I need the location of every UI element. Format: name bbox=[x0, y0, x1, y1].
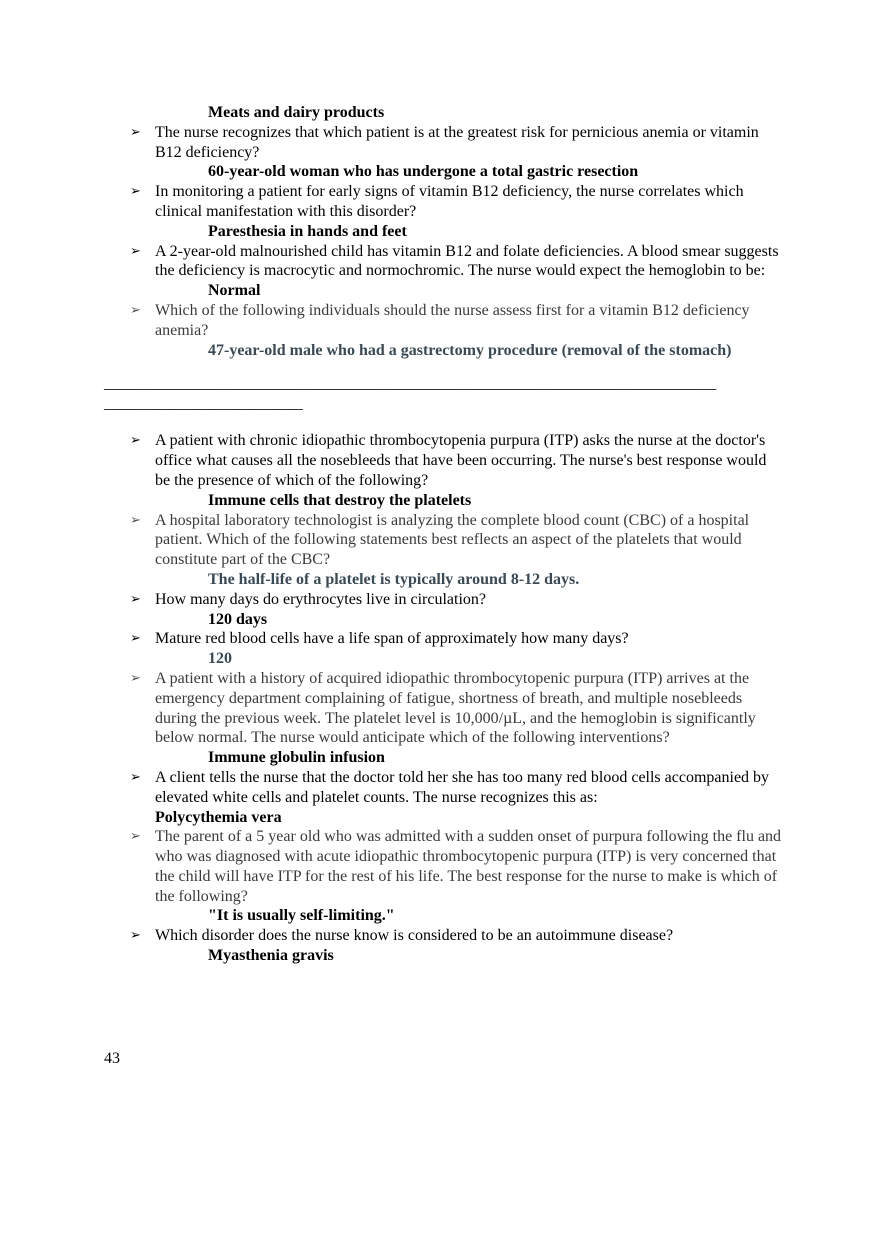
arrow-bullet-icon: ➢ bbox=[130, 124, 141, 140]
arrow-bullet-icon: ➢ bbox=[130, 512, 141, 528]
divider-line: _____________________________________________________________________________ bbox=[104, 375, 717, 393]
arrow-bullet-icon: ➢ bbox=[130, 829, 141, 845]
answer-text: Myasthenia gravis bbox=[208, 947, 334, 965]
question-text: The nurse recognizes that which patient is at the greatest risk for pernicious anemia or vitamin B12 deficiency? bbox=[155, 123, 759, 161]
answer-text: 120 bbox=[208, 650, 232, 668]
question-item bbox=[104, 242, 784, 282]
question-text: In monitoring a patient for early signs of vitamin B12 deficiency, the nurse correlates which clinical manifestation with this disorder? bbox=[155, 183, 744, 220]
question-text: A hospital laboratory technologist is analyzing the complete blood count (CBC) of a hospital patient. Which of the following statements best reflects an aspect of the platelets that would constitute part of the CBC? bbox=[155, 511, 750, 569]
answer-text: Paresthesia in hands and feet bbox=[208, 222, 407, 240]
question-item bbox=[104, 123, 784, 163]
question-item bbox=[104, 629, 784, 649]
arrow-bullet-icon: ➢ bbox=[130, 591, 141, 607]
arrow-bullet-icon: ➢ bbox=[130, 243, 141, 259]
question-text: Mature red blood cells have a life span of approximately how many days? bbox=[155, 630, 629, 648]
arrow-bullet-icon: ➢ bbox=[130, 631, 141, 647]
question-item bbox=[104, 827, 784, 906]
page-content bbox=[104, 103, 784, 966]
answer-text: 47-year-old male who had a gastrectomy procedure (removal of the stomach) bbox=[208, 341, 732, 359]
answer-text: "It is usually self-limiting." bbox=[208, 907, 395, 925]
arrow-bullet-icon: ➢ bbox=[130, 433, 141, 449]
question-text: How many days do erythrocytes live in circulation? bbox=[155, 590, 487, 608]
arrow-bullet-icon: ➢ bbox=[130, 670, 141, 686]
answer-text: Immune globulin infusion bbox=[208, 749, 385, 767]
question-item bbox=[104, 590, 784, 610]
question-text: A client tells the nurse that the doctor told her she has too many red blood cells accompanied by elevated white cells and platelet counts. The nurse recognizes this as: bbox=[155, 768, 770, 806]
section-divider bbox=[104, 374, 784, 414]
spacer bbox=[104, 414, 784, 431]
answer-text: The half-life of a platelet is typically around 8-12 days. bbox=[208, 570, 580, 588]
question-item bbox=[104, 669, 784, 748]
question-text: A patient with a history of acquired idiopathic thrombocytopenic purpura (ITP) arrives at the emergency department complaining of fatigue, shortness of breath, and multiple nosebleeds during the previous week. The platelet level is 10,000/µL, and the hemoglobin is significantly below normal. The nurse would anticipate which of the following interventions? bbox=[155, 669, 756, 747]
question-text: The parent of a 5 year old who was admitted with a sudden onset of purpura following the flu and who was diagnosed with acute idiopathic thrombocytopenic purpura (ITP) is very concerned that the child will have ITP for the rest of his life. The best response for the nurse to make is which of the following? bbox=[155, 828, 782, 905]
answer-meats-dairy: Meats and dairy products bbox=[208, 104, 385, 121]
question-text: Which disorder does the nurse know is considered to be an autoimmune disease? bbox=[155, 927, 674, 945]
answer-text: Polycythemia vera bbox=[155, 808, 282, 826]
arrow-bullet-icon: ➢ bbox=[130, 928, 141, 944]
arrow-bullet-icon: ➢ bbox=[130, 769, 141, 785]
answer-text: Normal bbox=[208, 282, 261, 300]
question-item bbox=[104, 768, 784, 808]
question-item bbox=[104, 301, 784, 341]
question-text: A patient with chronic idiopathic thrombocytopenia purpura (ITP) asks the nurse at the doctor's office what causes all the nosebleeds that have been occurring. The nurse's best response would be the presence of which of the following? bbox=[155, 432, 767, 489]
arrow-bullet-icon: ➢ bbox=[130, 302, 141, 318]
divider-line: _________________________ bbox=[104, 395, 303, 413]
question-text: Which of the following individuals should the nurse assess first for a vitamin B12 deficiency anemia? bbox=[155, 301, 750, 339]
arrow-bullet-icon: ➢ bbox=[130, 184, 141, 200]
question-item bbox=[104, 926, 784, 946]
answer-text: Immune cells that destroy the platelets bbox=[208, 491, 472, 509]
question-item bbox=[104, 511, 784, 570]
answer-text: 60-year-old woman who has undergone a total gastric resection bbox=[208, 163, 639, 181]
question-item bbox=[104, 182, 784, 222]
answer-text: 120 days bbox=[208, 610, 268, 628]
question-item bbox=[104, 431, 784, 490]
page-number: 43 bbox=[104, 1050, 120, 1067]
question-text: A 2-year-old malnourished child has vitamin B12 and folate deficiencies. A blood smear suggests the deficiency is macrocytic and normochromic. The nurse would expect the hemoglobin to be: bbox=[155, 242, 779, 280]
